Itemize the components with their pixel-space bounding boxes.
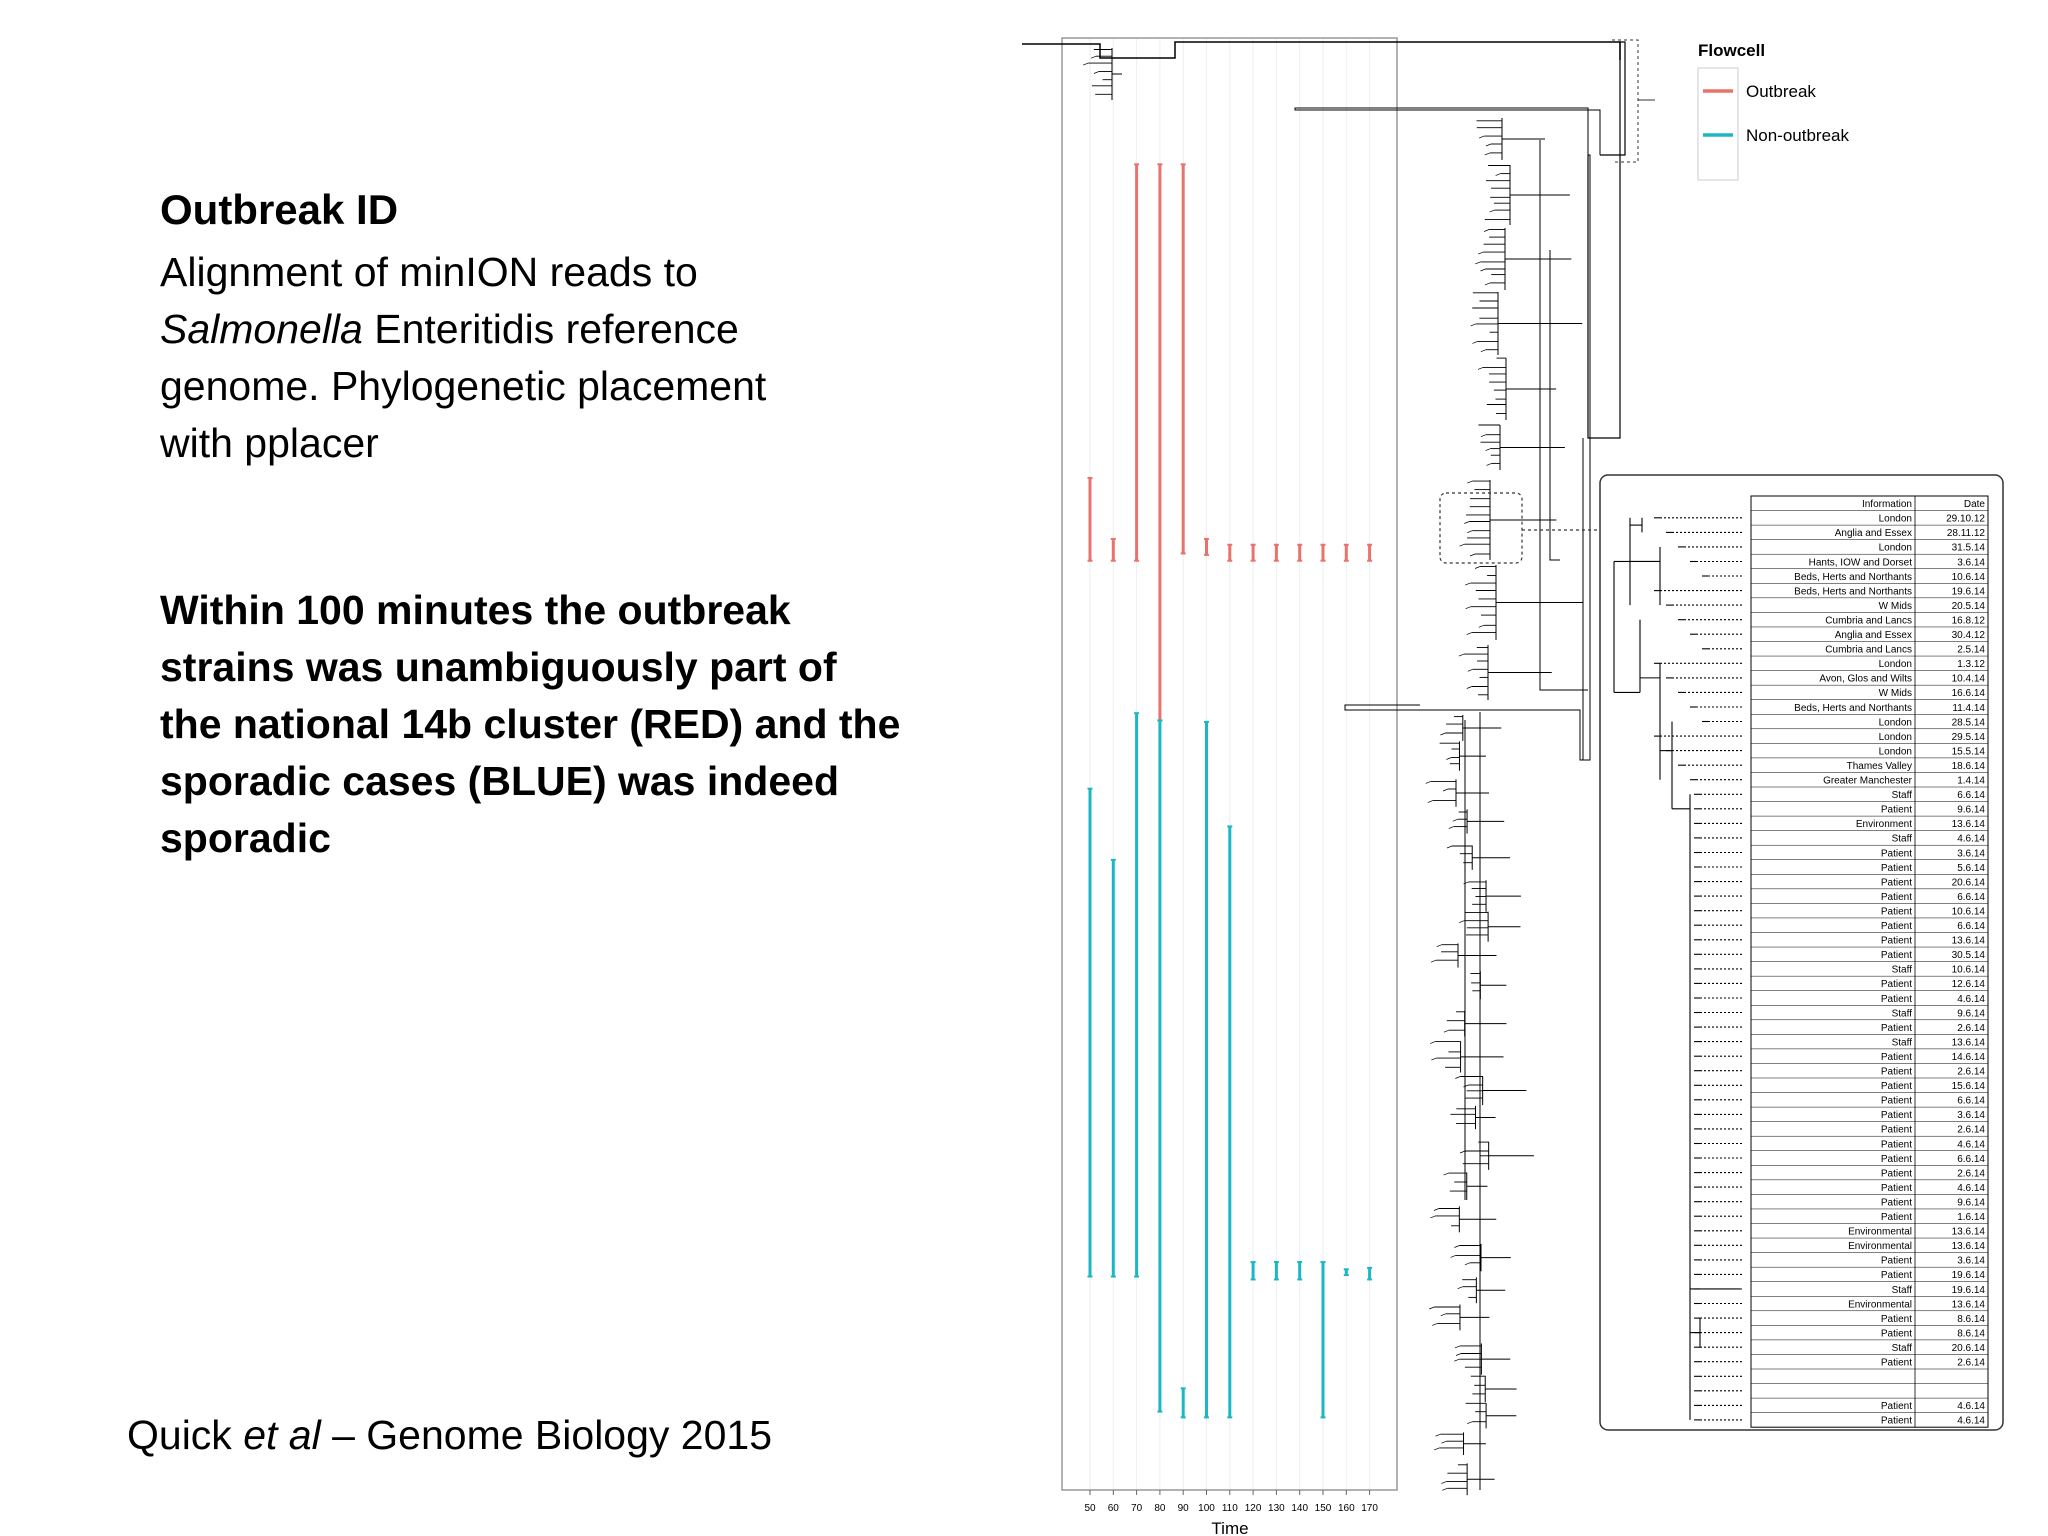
clade-table-information: Environmental (1848, 1241, 1912, 1253)
clade-table-date: 6.6.14 (1957, 1153, 1985, 1165)
tree-branch (1447, 846, 1452, 848)
tree-branch (1475, 262, 1480, 264)
clade-table-information: Environmental (1848, 1226, 1912, 1238)
clade-table-date: 16.8.12 (1951, 615, 1985, 627)
clade-table-information: Patient (1880, 921, 1912, 932)
conclusion-line-5: sporadic (160, 815, 331, 861)
tree-branch (1486, 449, 1491, 451)
clade-table-information: Patient (1880, 1022, 1912, 1034)
tree-branch (1467, 531, 1472, 533)
clade-table-information: Staff (1891, 964, 1912, 976)
tree-branch (1454, 1359, 1459, 1361)
citation-rest: – Genome Biology 2015 (320, 1412, 773, 1458)
clade-table-date: 15.6.14 (1951, 1081, 1985, 1093)
clade-table-date: 8.6.14 (1957, 1328, 1985, 1340)
clade-table-information: Staff (1891, 833, 1912, 845)
tree-branch (1463, 1085, 1468, 1087)
tree-branch (1465, 583, 1470, 585)
tree-branch (1465, 1263, 1470, 1265)
legend (1698, 41, 1850, 180)
clade-table-information: Thames Valley (1846, 760, 1912, 772)
clade-table-date: 20.6.14 (1951, 877, 1985, 889)
clade-table-information: London (1878, 746, 1912, 758)
tree-branch (1432, 1323, 1437, 1325)
clade-table-information: Beds, Herts and Northants (1794, 702, 1912, 714)
x-tick-label: 170 (1361, 1503, 1378, 1514)
tree-branch (1431, 1058, 1436, 1060)
tree-branch (1083, 63, 1088, 65)
clade-table-information: Patient (1880, 848, 1912, 860)
clade-table-information: Cumbria and Lancs (1825, 644, 1912, 656)
clade-table-date: 2.6.14 (1957, 1124, 1985, 1136)
clade-table-date: 2.5.14 (1957, 644, 1985, 656)
clade-table-date: 1.6.14 (1957, 1212, 1985, 1223)
x-tick-label: 80 (1154, 1503, 1166, 1514)
tree-branch (1437, 945, 1442, 947)
clade-table-date: 13.6.14 (1951, 1299, 1985, 1311)
tree-branch (1467, 687, 1472, 689)
tree-branch (1467, 1422, 1472, 1424)
tree-branch (1430, 1042, 1435, 1044)
clade-table-date: 6.6.14 (1957, 1095, 1985, 1107)
tree-branch (1481, 435, 1486, 437)
tree-branch (1475, 567, 1480, 569)
clade-table-date: 3.6.14 (1957, 557, 1985, 569)
clade-table-information: Staff (1891, 1342, 1912, 1354)
clade-table-date: 10.6.14 (1951, 906, 1985, 918)
clade-table-date: 2.6.14 (1957, 1066, 1985, 1078)
clade-table-date: 8.6.14 (1957, 1313, 1985, 1325)
clade-table-information: Patient (1880, 804, 1912, 816)
clade-table-date: 10.6.14 (1951, 571, 1985, 583)
clade-table-date: 13.6.14 (1951, 819, 1985, 831)
tree-branch (1471, 324, 1476, 326)
tree-branch (1295, 108, 1600, 155)
tree-branch (1434, 1209, 1439, 1211)
clade-table-information: Patient (1880, 1328, 1912, 1340)
tree-branch (1464, 522, 1469, 524)
tree-branch (1455, 1077, 1460, 1079)
clade-table-information: London (1878, 542, 1912, 554)
tree-branch (1540, 140, 1588, 690)
clade-table-date: 3.6.14 (1957, 1110, 1985, 1122)
body-italic-genus: Salmonella (160, 306, 363, 352)
tree-branch (1442, 1441, 1447, 1443)
clade-table-information: London (1878, 731, 1912, 743)
tree-branch (1470, 554, 1475, 556)
x-tick-label: 50 (1084, 1503, 1096, 1514)
clade-table-date: 15.5.14 (1951, 746, 1985, 758)
clade-table-date: 2.6.14 (1957, 1168, 1985, 1180)
tree-branch (1453, 819, 1458, 821)
tree-branch (1588, 60, 1620, 438)
clade-table-date: 19.6.14 (1951, 586, 1985, 598)
tree-branch (1472, 341, 1477, 343)
clade-table-information: Patient (1880, 979, 1912, 991)
tree-branch (1490, 210, 1495, 212)
clade-table-date: 13.6.14 (1951, 935, 1985, 947)
citation-etal: et al (243, 1412, 321, 1458)
tree-branch (1444, 1030, 1449, 1032)
conclusion-line-2: strains was unambiguously part of (160, 644, 837, 690)
x-tick-label: 70 (1131, 1503, 1143, 1514)
citation-author: Quick (127, 1412, 244, 1458)
clade-table-information: Environment (1855, 819, 1912, 831)
clade-table-date: 10.4.14 (1951, 673, 1985, 685)
tree-branch (1478, 252, 1483, 254)
clade-table-information: Patient (1880, 1110, 1912, 1122)
clade-table-information: Patient (1880, 906, 1912, 918)
legend-key-box (1698, 68, 1738, 180)
conclusion-line-3: the national 14b cluster (RED) and the (160, 701, 901, 747)
clade-table-information: London (1878, 513, 1912, 525)
body-line-3: genome. Phylogenetic placement (160, 363, 767, 409)
tree-branch (1094, 72, 1099, 74)
clade-table-information: Patient (1880, 1197, 1912, 1209)
tree-branch (1479, 136, 1484, 138)
x-tick-label: 60 (1107, 1503, 1119, 1514)
clade-table-information: Patient (1880, 1095, 1912, 1107)
tree-branch (1496, 174, 1501, 176)
body-line-4: with pplacer (160, 420, 379, 466)
tree-branch (1430, 1216, 1435, 1218)
legend-title: Flowcell (1698, 41, 1766, 60)
clade-table-information: Beds, Herts and Northants (1794, 586, 1912, 598)
clade-table-information: Anglia and Essex (1834, 528, 1912, 540)
clade-table-information: Staff (1891, 790, 1912, 802)
tree-branch (1429, 1307, 1434, 1309)
clade-table-date: 4.6.14 (1957, 1182, 1985, 1194)
conclusion-line-1: Within 100 minutes the outbreak (160, 587, 791, 633)
clade-table-information: London (1878, 717, 1912, 729)
tree-branch (1440, 733, 1445, 735)
legend-entry-non-outbreak: Non-outbreak (1746, 126, 1850, 145)
tree-branch (1485, 153, 1490, 155)
clade-table-date: 18.6.14 (1951, 760, 1985, 772)
x-axis-label: Time (1211, 1519, 1249, 1536)
tree-branch (1459, 921, 1464, 923)
clade-table-date: 4.6.14 (1957, 1139, 1985, 1151)
body-line-2-rest: Enteritidis reference (362, 306, 739, 352)
clade-table-date: 2.6.14 (1957, 1022, 1985, 1034)
tree-branch (1550, 250, 1560, 560)
clade-table-information: Hants, IOW and Dorset (1808, 557, 1912, 569)
clade-table-date: 13.6.14 (1951, 1226, 1985, 1238)
clade-table-date: 6.6.14 (1957, 921, 1985, 932)
clade-table-date: 30.5.14 (1951, 950, 1985, 962)
clade-table-date: 11.4.14 (1952, 702, 1985, 714)
x-tick-label: 130 (1268, 1503, 1285, 1514)
tree-branch (1455, 1346, 1460, 1348)
clade-table-information: Cumbria and Lancs (1825, 615, 1912, 627)
clade-table-date: 9.6.14 (1957, 804, 1985, 816)
tree-branch (1600, 42, 1625, 155)
clade-table-information: Patient (1880, 862, 1912, 874)
tree-branch (1467, 481, 1472, 483)
tree-branch (1467, 633, 1472, 635)
tree-branch (1466, 607, 1471, 609)
tree-branch (1435, 1434, 1440, 1436)
clade-table-date: 10.6.14 (1951, 964, 1985, 976)
x-tick-label: 100 (1198, 1503, 1215, 1514)
clade-table-date: 9.6.14 (1957, 1008, 1985, 1020)
x-tick-labels (1084, 1490, 1378, 1514)
clade-table-information: Patient (1880, 1270, 1912, 1282)
conclusion-line-4: sporadic cases (BLUE) was indeed (160, 758, 840, 804)
clade-table (1751, 496, 1988, 1427)
body-line-1: Alignment of minION reads to (160, 249, 698, 295)
clade-table-information: Patient (1880, 1415, 1912, 1427)
tree-branch (1454, 1246, 1459, 1248)
clade-table-information: Patient (1880, 877, 1912, 889)
tree-branch (1485, 283, 1490, 285)
tree-branch (1481, 350, 1486, 352)
x-tick-label: 160 (1337, 1503, 1355, 1514)
clade-table-date: 1.3.12 (1957, 659, 1985, 671)
clade-table-information: Patient (1880, 1168, 1912, 1180)
clade-table-date: 19.6.14 (1951, 1270, 1985, 1282)
clade-table-date: 3.6.14 (1957, 848, 1985, 860)
clade-table-information: Patient (1880, 1051, 1912, 1063)
clade-table-date: 1.4.14 (1957, 775, 1985, 787)
clade-table-information: Patient (1880, 1313, 1912, 1325)
clade-table-information: Environmental (1848, 1299, 1912, 1311)
clade-table-date: 5.6.14 (1957, 862, 1985, 874)
clade-table-date: 12.6.14 (1951, 979, 1985, 991)
clade-table-information: Patient (1880, 993, 1912, 1005)
slide-heading: Outbreak ID (160, 186, 399, 233)
clade-table-date: 6.6.14 (1957, 891, 1985, 903)
clade-table-date: 3.6.14 (1957, 1255, 1985, 1267)
clade-table-information: Staff (1891, 1037, 1912, 1049)
tree-branch (1345, 155, 1590, 760)
phylogenetic-tree (1022, 40, 1655, 1495)
clade-table-date: 20.6.14 (1951, 1342, 1985, 1354)
clade-table-date: 16.6.14 (1951, 688, 1985, 700)
tree-branch (1449, 827, 1454, 829)
clade-table-information: Patient (1880, 1139, 1912, 1151)
clade-table-date: 28.11.12 (1946, 528, 1985, 540)
tree-branch (1481, 269, 1486, 271)
clade-table-date: 2.6.14 (1957, 1357, 1985, 1369)
tree-branch (1441, 1482, 1446, 1484)
clade-table-information: Patient (1880, 1212, 1912, 1223)
tree-branch (1443, 789, 1448, 791)
tree-branch (1460, 1151, 1465, 1153)
tree-branch (1484, 230, 1489, 232)
clade-table-information: Patient (1880, 950, 1912, 962)
clade-table-date: 28.5.14 (1951, 717, 1985, 729)
clade-table-header-information: Information (1861, 499, 1912, 511)
tree-branch (1441, 1314, 1446, 1316)
tree-branch (1486, 144, 1491, 146)
clade-table-information: Patient (1880, 1255, 1912, 1267)
clade-table-information: W Mids (1878, 688, 1912, 700)
clade-table-date: 13.6.14 (1951, 1241, 1985, 1253)
clade-table-date: 4.6.14 (1957, 1401, 1985, 1413)
tree-branch (1464, 882, 1469, 884)
legend-entry-outbreak: Outbreak (1746, 82, 1816, 101)
x-tick-label: 90 (1177, 1503, 1189, 1514)
clade-table-date: 29.5.14 (1951, 731, 1985, 743)
clade-table-information: Patient (1880, 1357, 1912, 1369)
clade-table-date: 6.6.14 (1957, 790, 1985, 802)
x-tick-label: 120 (1244, 1503, 1262, 1514)
clade-table-date: 4.6.14 (1957, 833, 1985, 845)
tree-branch (1446, 758, 1451, 760)
tree-branch (1426, 781, 1431, 783)
clade-table-information: Patient (1880, 1401, 1912, 1413)
clade-table-date: 30.4.12 (1951, 630, 1985, 641)
tree-branch (1456, 1354, 1461, 1356)
clade-table-information: Patient (1880, 1182, 1912, 1194)
clade-table-information: Patient (1880, 1153, 1912, 1165)
clade-table-date: 4.6.14 (1957, 1415, 1985, 1427)
clade-table-information: Patient (1880, 1124, 1912, 1136)
tree-branch (1460, 544, 1465, 546)
clade-table-date: 29.10.12 (1946, 513, 1985, 525)
x-tick-label: 110 (1221, 1503, 1238, 1514)
clade-highlight-box (1440, 493, 1522, 563)
clade-table-information: Staff (1891, 1008, 1912, 1020)
clade-table-information: Patient (1880, 891, 1912, 903)
clade-table-information: Patient (1880, 1081, 1912, 1093)
clade-table-information: Avon, Glos and Wilts (1819, 673, 1912, 685)
clade-table-date: 19.6.14 (1951, 1284, 1985, 1296)
tree-branch (1478, 367, 1483, 369)
tree-branch (1487, 463, 1492, 465)
clade-table-date: 20.5.14 (1951, 600, 1985, 612)
tree-branch (1442, 1488, 1447, 1490)
tree-branch (1431, 960, 1436, 962)
clade-table-information: W Mids (1878, 600, 1912, 612)
tree-branch (1428, 801, 1433, 803)
tree-branch (1444, 1173, 1449, 1175)
tree-branch (1091, 56, 1096, 58)
clade-table-information: Staff (1891, 1284, 1912, 1296)
clade-table-date: 9.6.14 (1957, 1197, 1985, 1209)
x-tick-label: 150 (1314, 1503, 1332, 1514)
tree-branch (1468, 669, 1473, 671)
clade-table-date: 13.6.14 (1951, 1037, 1985, 1049)
clade-table-date: 14.6.14 (1951, 1051, 1985, 1063)
tree-branch (1458, 1287, 1463, 1289)
tree-branch (1451, 1255, 1456, 1257)
clade-table-date: 31.5.14 (1951, 542, 1985, 554)
tree-branch (1434, 1448, 1439, 1450)
clade-table-information: Beds, Herts and Northants (1794, 571, 1912, 583)
clade-table-information: Anglia and Essex (1834, 630, 1912, 641)
x-tick-label: 140 (1291, 1503, 1309, 1514)
tree-branch (1479, 625, 1484, 627)
clade-table-header-date: Date (1963, 499, 1985, 511)
clade-table-information: Greater Manchester (1823, 775, 1912, 787)
tree-branch (1459, 654, 1464, 656)
clade-table-date: 4.6.14 (1957, 993, 1985, 1005)
clade-table-information: London (1878, 659, 1912, 671)
clade-table-information: Patient (1880, 1066, 1912, 1078)
clade-table-information: Patient (1880, 935, 1912, 947)
